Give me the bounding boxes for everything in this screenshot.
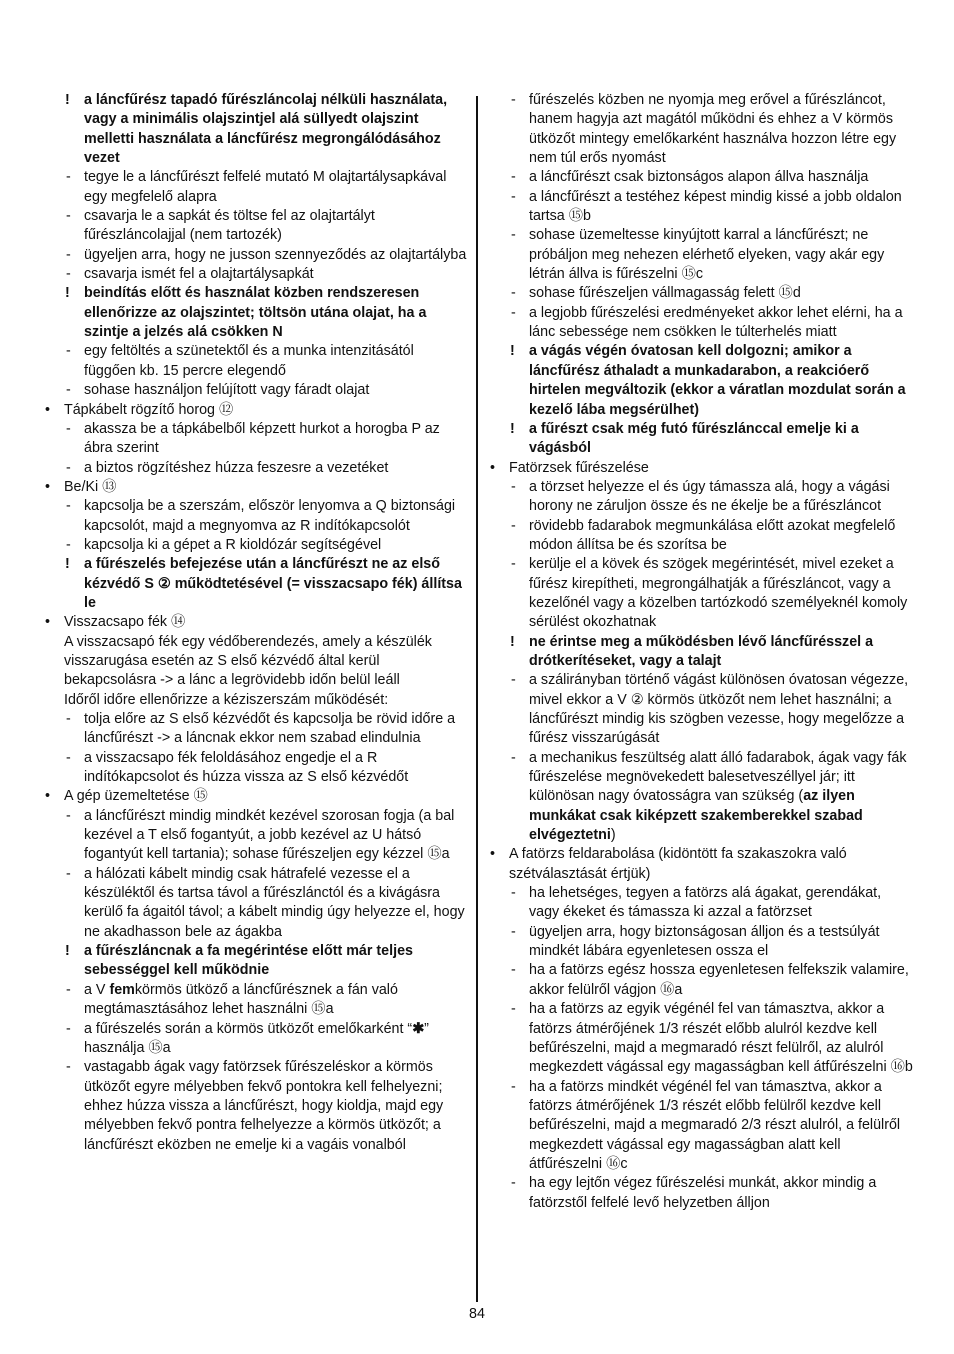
sub-list-item [44,381,468,400]
sub-list-item [44,420,468,459]
item-text: Fatörzsek fűrészelése [509,459,649,476]
item-text: a szálirányban történő vágást különösen óvatosan végezze, mivel ekkor a V ② körmös ütközőt nem lehet használni; a láncfűrészt mindig kis szögben vezesse, hogy megelőzze a fűrész visszarúgását [529,672,909,747]
list-item [489,459,913,478]
item-text: vastagabb ágak vagy fatörzsek fűrészeléskor a körmös ütközőt egyre mélyebben fekvő pontokra kell felhelyezni; ehhez húzza vissza a láncfűrészt, hogy kioldja, majd egy mélyebben fekvő pontra felhelyezze a körmös ütközőt; a láncfűrészt eközben ne emelje ki a vagáis vonalból [84,1059,444,1153]
item-text: a törzset helyezze el és úgy támassza alá, hogy a vágási horony ne záruljon össze és ne ékelje be a fűrészláncot [529,478,890,515]
text-fragment: ✱ [412,1020,425,1037]
text-fragment: ) [610,827,616,844]
item-text [529,750,907,843]
item-text: a vágás végén óvatosan kell dolgozni; amikor a láncfűrész áthaladt a munkadarabon, a reakcióerő hirtelen megváltozik (ekkor a váratlan mozdulat során a kezelő lába megsérülhet) [529,343,906,418]
list-item [44,787,468,806]
item-text: ha a fatörzs egész hossza egyenletesen felfekszik valamire, akkor felülről vágjon ⑯a [529,962,909,998]
dash-marker: - [511,556,516,573]
dash-marker: - [511,169,516,186]
item-text: a fűrészláncnak a fa megérintése előtt már teljes sebességgel kell működnie [84,943,413,979]
list-item [44,633,468,691]
dash-marker: - [66,865,71,882]
dash-marker: - [66,1059,71,1076]
item-text: Időről időre ellenőrizze a kéziszerszám működését: [64,691,389,708]
right-column [489,91,913,1213]
sub-list-item [44,865,468,942]
dash-marker: - [66,208,71,225]
item-text: ha a fatörzs mindkét végénél fel van támasztva, akkor a fatörzs átmérőjének 1/3 részét előbb felülről kezdve kell befűrészelni, majd a megmaradó 2/3 részt alulról, a felülről megkezdett vágással egy magasságban alatt kell átfűrészelni ⑯c [529,1078,901,1172]
sub-list-item [489,478,913,517]
dash-marker: - [511,749,516,766]
item-text: a fűrészt csak még futó fűrészlánccal emelje ki a vágásból [529,420,859,457]
item-text: a fűrészelés befejezése után a láncfűrészt ne az első kézvédő S ② működtetésével (= visszacsapo fék) állítsa le [84,556,462,611]
left-column [44,91,468,1155]
dash-marker: - [66,807,71,824]
sub-list-item [44,536,468,555]
dash-marker: - [66,459,71,476]
dash-marker: - [511,478,516,495]
item-text: a hálózati kábelt mindig csak hátrafelé vezesse el a készüléktől és tartsa távol a fűrészlánctól és a kivágásra kerülő fa ágaitól távol; a kábelt mindig úgy helyezze el, hogy ne akadhasson bele az ágakba [84,865,465,940]
dash-marker: - [66,169,71,186]
item-text: akassza be a tápkábelből képzett hurkot a horogba P az ábra szerint [84,420,440,457]
item-text: ha egy lejtőn végez fűrészelési munkát, akkor mindig a fatörzstől felfelé levő helyzetben álljon [529,1175,877,1211]
list-item [44,691,468,710]
item-text: Visszacsapo fék ⑭ [64,614,186,631]
sub-list-item [44,459,468,478]
sub-list-item [44,807,468,865]
text-fragment: fem [109,981,135,998]
item-text: A fatörzs feldarabolása (kidöntött fa szakaszokra való szétválasztását értjük) [509,846,847,882]
dash-marker: - [66,420,71,437]
sub-list-item [489,188,913,227]
item-text: egy feltöltés a szünetektől és a munka intenzitásától függően kb. 15 percre elegendő [84,343,414,379]
item-text: ha a fatörzs az egyik végénél fel van támasztva, akkor a fatörzs átmérőjének 1/3 részét előbb alulról kezdve kell befűrészelni, majd a megmaradó részt felülről, az alulról megkezdett vágással egy magasságban kell átfűrészelni ⑯b [529,1001,913,1076]
bullet-marker: • [45,788,51,805]
item-text: a láncfűrész tapadó fűrészláncolaj nélküli használata, vagy a minimális olajszintjel alá süllyedt olajszint melletti használata a láncfűrész megrongálódásához vezet [84,92,448,167]
sub-list-item [489,1000,913,1077]
sub-list-item [44,981,468,1020]
dash-marker: - [511,285,516,302]
warning-marker: ! [65,556,70,573]
dash-marker: - [511,962,516,979]
warning-marker: ! [65,943,70,960]
warning-item [44,91,468,168]
item-text: a láncfűrészt mindig mindkét kezével szorosan fogja (a bal kezével a T első fogantyút, a jobb kezével az U hátsó fogantyút kell tartania); sohase fűrészeljen egy kézzel ⑮a [84,807,455,863]
warning-marker: ! [65,92,70,108]
text-fragment: a fűrészelés során a körmös ütközőt emelőkarként “ [84,1020,413,1037]
sub-list-item [489,304,913,343]
warning-marker: ! [510,633,515,650]
sub-list-item [489,749,913,846]
warning-item [44,942,468,981]
bullet-marker: • [45,478,51,495]
dash-marker: - [66,711,71,727]
dash-marker: - [511,923,516,940]
bullet-marker: • [490,846,496,863]
item-text: fűrészelés közben ne nyomja meg erővel a fűrészláncot, hanem hagyja azt magától működni és ehhez a V körmös ütközőt mintegy emelőkarként használva hozzon létre egy nem túl erős nyomást [529,92,897,167]
list-item [44,613,468,632]
dash-marker: - [511,188,516,205]
item-text: csavarja le a sapkát és töltse fel az olajtartályt fűrészláncolajjal (nem tartozék) [84,208,375,244]
sub-list-item [489,168,913,187]
bullet-marker: • [490,459,496,476]
sub-list-item [44,749,468,788]
page-number: 84 [469,1306,485,1322]
warning-item [489,342,913,419]
item-text: ügyeljen arra, hogy ne jusson szennyeződés az olajtartályba [84,246,467,263]
warning-item [44,284,468,342]
dash-marker: - [66,536,71,553]
sub-list-item [44,168,468,207]
dash-marker: - [66,981,71,998]
sub-list-item [44,710,468,749]
item-text: kapcsolja be a szerszám, először lenyomva a Q biztonsági kapcsolót, majd a megnyomva az R indítókapcsolót [84,498,456,534]
warning-item [489,633,913,672]
sub-list-item [44,246,468,265]
dash-marker: - [66,266,71,283]
dash-marker: - [511,517,516,534]
text-fragment: a mechanikus feszültség alatt álló fadarabok, ágak vagy fák fűrészelése megnövekedett balesetveszéllyel jár; itt különösan nagy óvatosságra van szükség ( [529,749,907,805]
list-item [489,845,913,884]
sub-list-item [489,1174,913,1213]
item-text: a láncfűrészt a testéhez képest mindig kissé a jobb oldalon tartsa ⑮b [529,188,902,225]
item-text: A visszacsapó fék egy védőberendezés, amely a készülék visszarugása esetén az S első kézvédő által kerül bekapcsolásra -> a lánc a legrövidebb időn belül leáll [64,633,432,689]
sub-list-item [489,884,913,923]
item-text: ha lehetséges, tegyen a fatörzs alá ágakat, gerendákat, vagy ékeket és támassza ki azzal a fatörzset [529,885,882,921]
dash-marker: - [66,498,71,515]
sub-list-item [489,923,913,962]
item-text: a visszacsapo fék feloldásához engedje el a R indítókapcsolot és húzza vissza az S első kézvédőt [84,749,409,786]
sub-list-item [44,265,468,284]
item-text: a biztos rögzítéshez húzza feszesre a vezetéket [84,459,389,476]
sub-list-item [44,207,468,246]
warning-marker: ! [65,285,70,302]
item-text: sohase üzemeltesse kinyújtott karral a láncfűrészt; ne próbáljon meg nehezen elérhető elyeken, vagy akár egy létrán állva is fűrészelni ⑮c [529,227,885,283]
sub-list-item [489,961,913,1000]
item-text: Tápkábelt rögzítő horog ⑫ [64,401,234,418]
item-text: sohase fűrészeljen vállmagasság felett ⑮d [529,285,801,302]
dash-marker: - [66,749,71,766]
sub-list-item [44,497,468,536]
dash-marker: - [66,382,71,399]
item-text: a láncfűrészt csak biztonságos alapon állva használja [529,169,869,186]
item-text: tolja előre az S első kézvédőt és kapcsolja be rövid időre a láncfűrészt -> a láncnak ekkor nem szabad elindulnia [84,711,456,747]
dash-marker: - [511,304,516,321]
dash-marker: - [511,1001,516,1018]
item-text: tegye le a láncfűrészt felfelé mutató M olajtartálysapkával egy megfelelő alapra [84,169,447,205]
item-text [84,982,398,1017]
dash-marker: - [511,1078,516,1095]
sub-list-item [489,91,913,168]
item-text: sohase használjon felújított vagy fáradt olajat [84,382,370,399]
warning-marker: ! [510,420,515,437]
sub-list-item [489,671,913,748]
sub-list-item [44,342,468,381]
item-text: beindítás előtt és használat közben rendszeresen ellenőrizze az olajszintet; töltsön utána olajat, ha a szintje a jelzés alá csökken N [84,285,427,341]
sub-list-item [489,226,913,284]
column-divider [476,96,478,1302]
item-text: a legjobb fűrészelési eredményeket akkor lehet elérni, ha a lánc sebessége nem csökken le túlterhelés miatt [529,304,903,341]
item-text: kerülje el a kövek és szögek megérintését, mivel ezeket a fűrész kirepítheti, megrongálhatják a fűrészláncot, vagy a kezelőnél vagy a közelben tartózkodó személyeknél komoly sérülést okozhatnak [529,556,908,631]
warning-marker: ! [510,343,515,360]
dash-marker: - [66,1020,71,1037]
item-text: kapcsolja ki a gépet a R kioldózár segítségével [84,536,382,553]
item-text: ügyeljen arra, hogy biztonságosan álljon és a testsúlyát mindkét lábára egyenletesen ossza el [529,923,880,960]
list-item [44,401,468,420]
bullet-marker: • [45,401,51,418]
sub-list-item [489,284,913,303]
dash-marker: - [66,246,71,263]
dash-marker: - [511,92,516,108]
text-fragment: körmös ütköző a láncfűrésznek a fán való megtámasztásához lehet használni ⑮a [84,981,398,1018]
item-text: csavarja ismét fel a olajtartálysapkát [84,266,314,283]
text-fragment: a V [84,981,110,998]
item-text: A gép üzemeltetése ⑮ [64,788,208,805]
dash-marker: - [511,672,516,689]
text-fragment: az ilyen munkákat csak kiképzett szakemberekkel szabad elvégeztetni [529,788,863,844]
dash-marker: - [511,227,516,244]
sub-list-item [489,517,913,556]
warning-item [489,420,913,459]
item-text: Be/Ki ⑬ [64,478,117,495]
item-text [84,1021,429,1056]
sub-list-item [489,555,913,632]
warning-item [44,555,468,613]
dash-marker: - [511,885,516,902]
list-item [44,478,468,497]
bullet-marker: • [45,614,51,631]
dash-marker: - [511,1175,516,1192]
item-text: ne érintse meg a működésben lévő láncfűrésszel a drótkerítéseket, vagy a talajt [529,633,874,669]
text-fragment: ” használja ⑮a [84,1020,429,1056]
item-text: rövidebb fadarabok megmunkálása előtt azokat megfelelő módon állítsa be és szorítsa be [529,517,896,553]
sub-list-item [44,1020,468,1059]
dash-marker: - [66,343,71,360]
sub-list-item [44,1058,468,1155]
sub-list-item [489,1078,913,1175]
